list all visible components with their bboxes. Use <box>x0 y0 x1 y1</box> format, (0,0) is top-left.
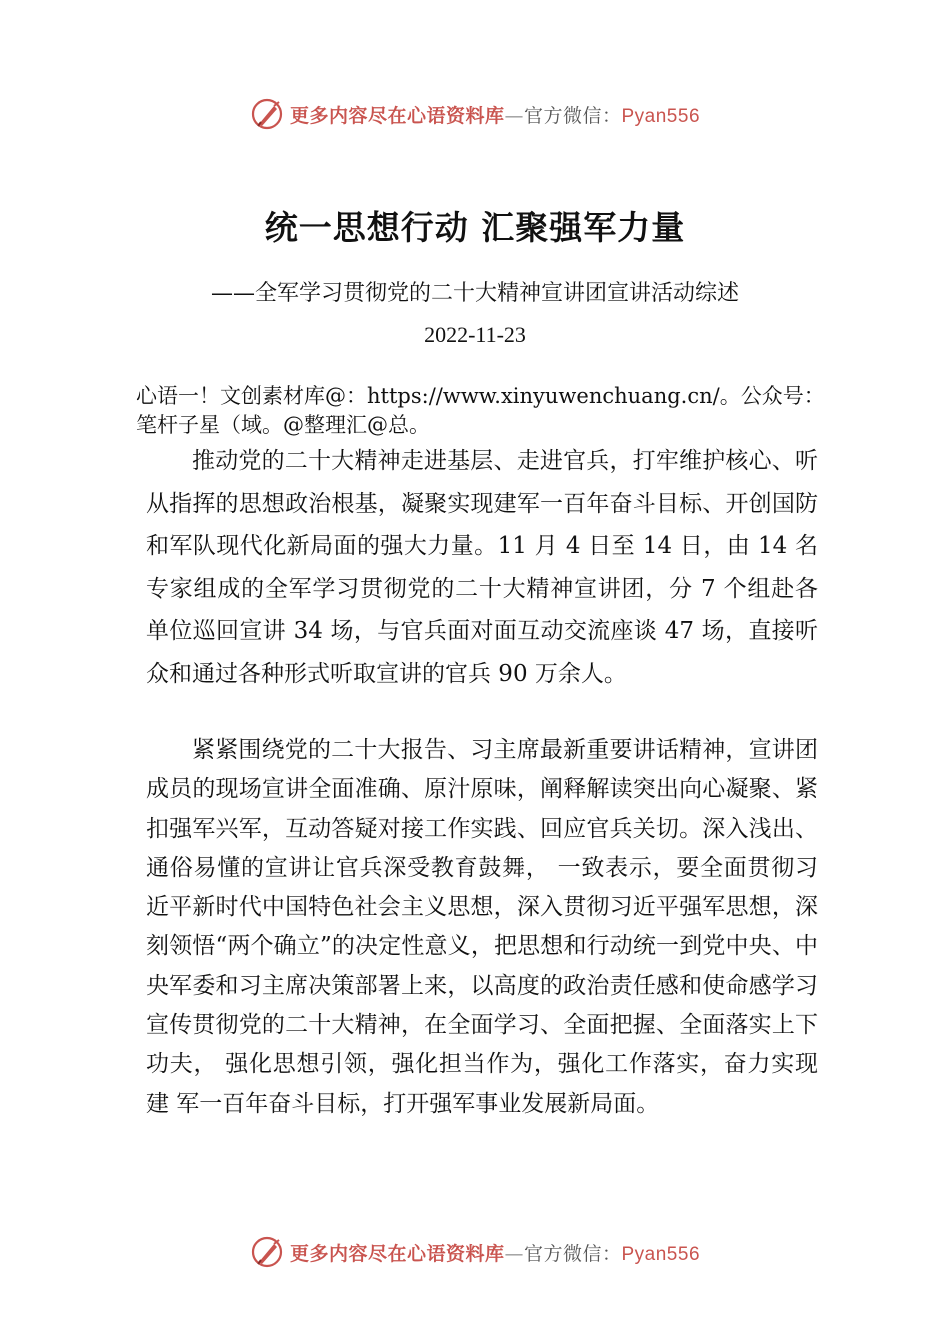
quill-pen-icon <box>250 1235 284 1269</box>
banner-brand: 更多内容尽在心语资料库 <box>289 104 505 127</box>
body-paragraph-1: 推动党的二十大精神走进基层、走进官兵，打牢维护核心、听从指挥的思想政治根基，凝聚实现建军一百年奋斗目标、开创国防和军队现代化新局面的强大力量。11 月 4 日至 14 日，由 14 名专家组成的全军学习贯彻党的二十大精神宣讲团，分 7 个组赴各单位巡回宣讲 34 场，与官兵面对面互动交流座谈 47 场，直接听众和通过各种形式听取宣讲的官兵 90 万余人。 <box>146 448 818 687</box>
banner-separator: — <box>504 1242 524 1265</box>
banner-wechat-label: 官方微信： <box>523 1242 622 1265</box>
article-subtitle: ——全军学习贯彻党的二十大精神宣讲团宣讲活动综述 <box>210 281 739 306</box>
banner-wechat-id: Pyan556 <box>621 1243 701 1265</box>
banner-wechat-id: Pyan556 <box>621 105 701 127</box>
quill-pen-icon <box>250 97 284 131</box>
footer-banner <box>0 1230 950 1274</box>
banner-wechat-label: 官方微信： <box>523 104 622 127</box>
article-title: 统一思想行动 汇聚强军力量 <box>264 208 686 247</box>
banner-text <box>290 101 700 128</box>
banner-brand: 更多内容尽在心语资料库 <box>289 1242 505 1265</box>
banner-separator: — <box>504 104 524 127</box>
source-line: 心语一！文创素材库@：https://www.xinyuwenchuang.cn/。公众号：笔杆子星（域。@整理汇@总。 <box>136 384 825 437</box>
header-banner <box>0 92 950 136</box>
body-paragraph-2: 紧紧围绕党的二十大报告、习主席最新重要讲话精神，宣讲团成员的现场宣讲全面准确、原汁原味，阐释解读突出向心凝聚、紧扣强军兴军，互动答疑对接工作实践、回应官兵关切。深入浅出、通俗易懂的宣讲让官兵深受教育鼓舞， 一致表示，要全面贯彻习近平新时代中国特色社会主义思想，深入贯彻习近平强军思想，深刻领悟“两个确立”的决定性意义，把思想和行动统一到党中央、中央军委和习主席决策部署上来，以高度的政治责任感和使命感学习宣传贯彻党的二十大精神，在全面学习、全面把握、全面落实上下功夫， 强化思想引领，强化担当作为，强化工作落实，奋力实现建 军一百年奋斗目标，打开强军事业发展新局面。 <box>146 737 818 1117</box>
article-date: 2022-11-23 <box>424 322 526 347</box>
banner-text <box>290 1239 700 1266</box>
